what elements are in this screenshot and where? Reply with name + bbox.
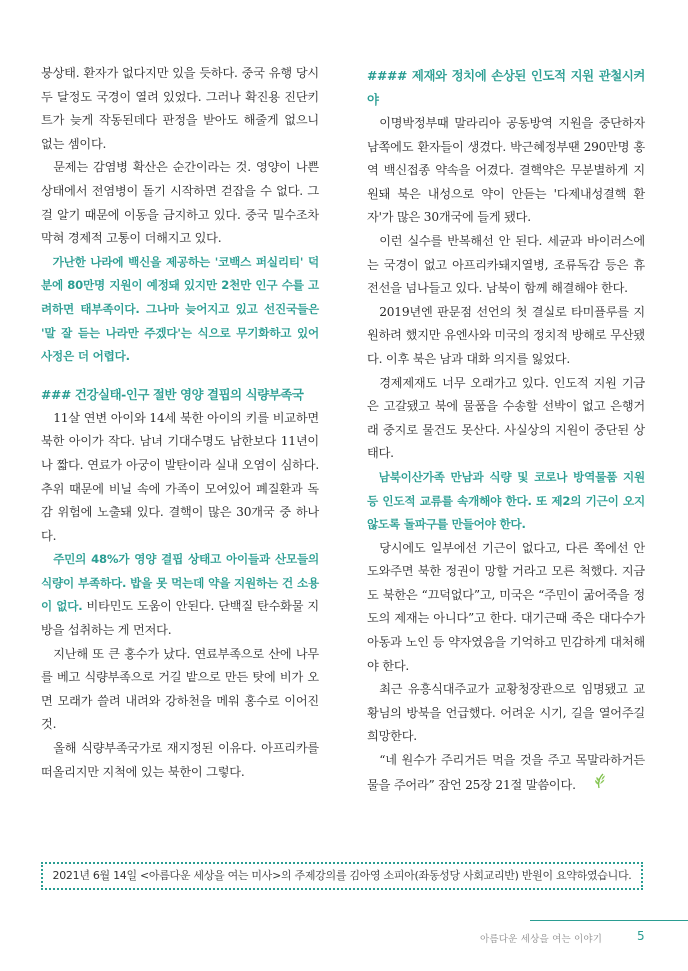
highlight-paragraph: 남북이산가족 만남과 식량 및 코로나 방역물품 지원 등 인도적 교류를 속개해야 한다. 또 제2의 기근이 오지 않도록 돌파구를 만들어야 한다. [367, 469, 645, 532]
paragraph: 11살 연변 아이와 14세 북한 아이의 키를 비교하면 북한 아이가 작다. 남녀 기대수명도 남한보다 11년이나 짧다. 연료가 아궁이 발탄이라 실내 오염이 심하다. 추위 때문에 비닐 속에 가족이 모여있어 폐질환과 독감 위험에 노출돼 있다. 결핵이 많은 30개국 중 하나다. [41, 410, 319, 543]
paragraph: 지난해 또 큰 홍수가 났다. 연료부족으로 산에 나무를 베고 식량부족으로 거길 밭으로 만든 탓에 비가 오면 모래가 쓸려 내려와 강하천을 메워 홍수로 이어진 것. [41, 646, 319, 732]
paragraph: 최근 유흥식대주교가 교황청장관으로 임명됐고 교황님의 방북을 언급했다. 어려운 시기, 길을 열어주길 희망한다. [367, 682, 645, 744]
highlight-text: 주민의 48%가 영양 결핍 상태고 아이들과 산모들의 식량이 부족하다. 밥을 못 먹는데 약을 지원하는 건 소용이 없다. [41, 552, 319, 614]
paragraph: 당시에도 일부에선 기근이 없다고, 다른 쪽에선 안도와주면 북한 정권이 망할 거라고 모른 척했다. 지금도 북한은 “끄덕없다”고, 미국은 “주민이 굶어죽을 정도의 제재는 아니다”고 한다. 대기근때 죽은 대다수가 아동과 노인 등 약자였음을 기억하고 민감하게 대처해야 한다. [367, 540, 645, 673]
right-column [367, 64, 645, 797]
page-number: 5 [637, 929, 645, 943]
paragraph: 이런 실수를 반복해선 안 된다. 세균과 바이러스에는 국경이 없고 아프리카돼지열병, 조류독감 등은 휴전선을 넘나들고 있다. 남북이 함께 해결해야 한다. [367, 233, 645, 296]
paragraph: 이명박정부때 말라리아 공동방역 지원을 중단하자 남쪽에도 환자들이 생겼다. 박근혜정부땐 290만명 홍역 백신접종 약속을 어겼다. 결핵약은 무분별하게 지원돼 북은 내성으로 약이 안듣는 '다제내성결핵 환자'가 많은 30개국에 들게 됐다. [367, 116, 645, 225]
section-heading: ### 건강실태-인구 절반 영양 결핍의 식량부족국 [41, 386, 304, 402]
left-column [41, 62, 319, 784]
highlight-paragraph: 가난한 나라에 백신을 제공하는 '코백스 퍼실리티' 덕분에 80만명 지원이 예정돼 있지만 2천만 인구 수를 고려하면 태부족이다. 그나마 늦어지고 있고 선진국들은 '말 잘 듣는 나라만 주겠다'는 식으로 무기화하고 있어 사정은 더 어렵다. [41, 254, 319, 364]
paragraph: 경제제재도 너무 오래가고 있다. 인도적 지원 기금은 고갈됐고 북에 물품을 수송할 선박이 없고 은행거래 중지로 물건도 못산다. 사실상의 지원이 중단된 상태다. [367, 375, 645, 461]
paragraph-text: “네 원수가 주리거든 먹을 것을 주고 목말라하거든 물을 주어라” 잠언 25장 21절 말씀이다. [367, 753, 645, 792]
summary-note: 2021년 6월 14일 <아름다운 세상을 여는 미사>의 주제강의를 김아영 소피아(좌동성당 사회교리반) 반원이 요약하였습니다. [41, 862, 643, 890]
footer-title: 아름다운 세상을 여는 이야기 [480, 934, 603, 945]
paragraph: 붕상태. 환자가 없다지만 있을 듯하다. 중국 유행 당시 두 달정도 국경이 열려 있었다. 그러나 확진용 진단키트가 늦게 작동된데다 판정을 받아도 해줄게 없으니 없는 셈이다. [41, 66, 319, 151]
footer-divider [530, 920, 688, 921]
paragraph-text: 비타민도 도움이 안된다. 단백질 탄수화물 지방을 섭취하는 게 먼저다. [41, 599, 319, 638]
paragraph: 2019년엔 판문점 선언의 첫 결실로 타미플루를 지원하려 했지만 유엔사와 미국의 정치적 방해로 무산됐다. 이후 북은 남과 대화 의지를 잃었다. [367, 304, 645, 366]
paragraph: 올해 식량부족국가로 재지정된 이유다. 아프리카를 떠올리지만 지척에 있는 북한이 그렇다. [41, 741, 319, 779]
closing-paragraph [367, 749, 645, 797]
mixed-paragraph [41, 548, 319, 642]
leaf-icon [580, 773, 606, 798]
section-heading: #### 제재와 정치에 손상된 인도적 지원 관철시켜야 [367, 68, 645, 107]
paragraph: 문제는 감염병 확산은 순간이라는 것. 영양이 나쁜 상태에서 전염병이 돌기 시작하면 걷잡을 수 없다. 그걸 알기 때문에 이동을 금지하고 있다. 중국 밀수조차 막혀 경제적 고통이 더해지고 있다. [41, 160, 319, 246]
